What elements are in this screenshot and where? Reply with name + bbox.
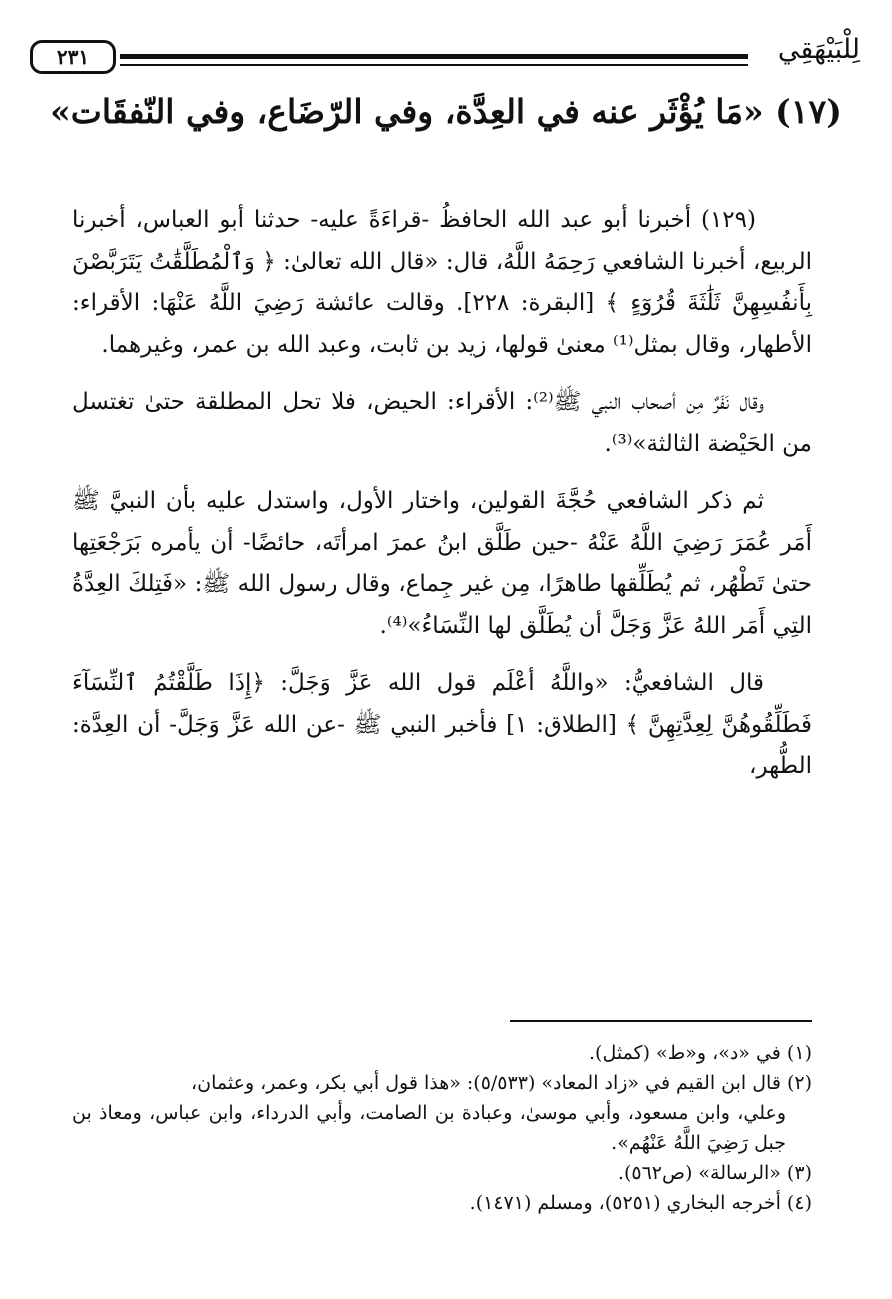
footnote-3: (٣) «الرسالة» (ص٥٦٢). [617,1162,812,1184]
main-text [72,200,812,804]
footnote-1: (١) في «د»، و«ط» (كمثل). [589,1042,812,1064]
page-number: ٢٣١ [30,40,116,74]
running-title: لِلْبَيْهَقِي [777,34,860,65]
footnote-separator [510,1020,812,1022]
paragraph-3: ثم ذكر الشافعي حُجَّةَ القولين، واختار الأول، واستدل عليه بأن النبيَّ ﷺ أَمَر عُمَرَ رَضِيَ اللَّهُ عَنْهُ -حين طَلَّق ابنُ عمرَ امرأتَه، حائضًا- أن يأمره بَرَجْعَتِها حتىٰ تَطْهُر، ثم يُطَلِّقها طاهرًا، مِن غير جِماع، وقال رسول الله ﷺ: «فَتِلكَ العِدَّةُ التِي أَمَر اللهُ عَزَّ وَجَلَّ أن يُطَلَّق لها النِّسَاءُ»⁽⁴⁾. [72,488,812,639]
footnote-2-continued: وعلي، وابن مسعود، وأبي موسىٰ، وعبادة بن الصامت، وأبي الدرداء، وابن عباس، ومعاذ بن جبل رَضِيَ اللَّهُ عَنْهُم». [72,1102,786,1154]
header-rule [120,54,748,66]
paragraph-2: وقال نَفَرٌ مِن أصحاب النبي ﷺ⁽²⁾: الأقراء: الحيض، فلا تحل المطلقة حتىٰ تغتسل من الحَيْضة الثالثة»⁽³⁾. [72,389,812,457]
chapter-title: (١٧) «مَا يُؤْثَر عنه في العِدَّة، وفي الرّضَاع، وفي النّفقَات» [50,92,842,131]
page-header [30,28,860,78]
paragraph-129: (١٢٩) أخبرنا أبو عبد الله الحافظُ -قراءَةً عليه- حدثنا أبو العباس، أخبرنا الربيع، أخبرنا الشافعي رَحِمَهُ اللَّهُ، قال: «قال الله تعالىٰ: ﴿ وَٱلْمُطَلَّقَٰتُ يَتَرَبَّصْنَ بِأَنفُسِهِنَّ ثَلَٰثَةَ قُرُوٓءٍ ﴾ [البقرة: ٢٢٨]. وقالت عائشة رَضِيَ اللَّهُ عَنْهَا: الأقراء: الأطهار، وقال بمثل⁽¹⁾ معنىٰ قولها، زيد بن ثابت، وعبد الله بن عمر، وغيرهما. [72,207,812,358]
footnote-2: (٢) قال ابن القيم في «زاد المعاد» (٥/٥٣٣): «هذا قول أبي بكر، وعمر، وعثمان، [191,1072,812,1094]
paragraph-4: قال الشافعيُّ: «واللَّهُ أعْلَم قول الله عَزَّ وَجَلَّ: ﴿إِذَا طَلَّقْتُمُ ٱلنِّسَآءَ فَطَلِّقُوهُنَّ لِعِدَّتِهِنَّ ﴾ [الطلاق: ١] فأخبر النبي ﷺ -عن الله عَزَّ وَجَلَّ- أن العِدَّة: الطُّهر، [72,670,812,779]
footnotes [72,1038,812,1218]
footnote-4: (٤) أخرجه البخاري (٥٢٥١)، ومسلم (١٤٧١). [469,1192,812,1214]
